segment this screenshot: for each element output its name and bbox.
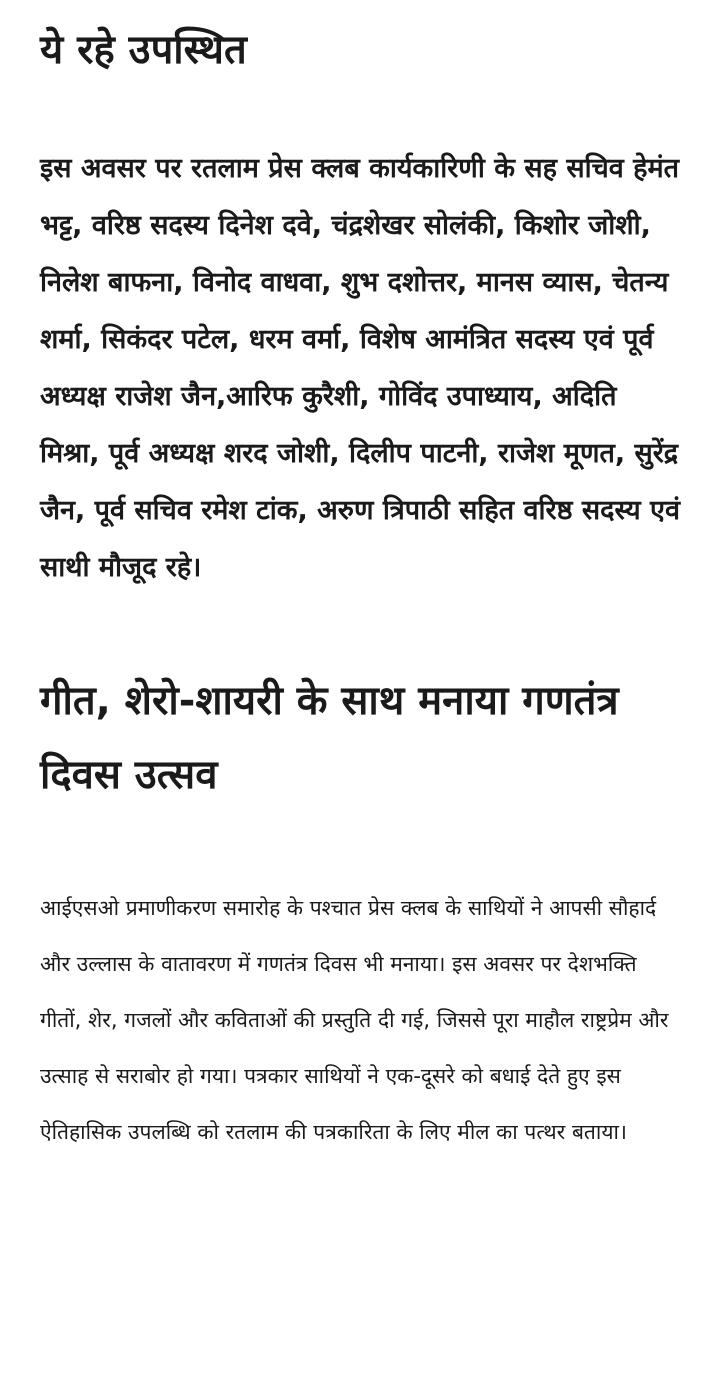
attendees-paragraph: इस अवसर पर रतलाम प्रेस क्लब कार्यकारिणी के सह सचिव हेमंत भट्ट, वरिष्ठ सदस्य दिनेश दवे, चंद्रशेखर सोलंकी, किशोर जोशी, निलेश बाफना, विनोद वाधवा, शुभ दशोत्तर, मानस व्यास, चेतन्य शर्मा, सिकंदर पटेल, धरम वर्मा, विशेष आमंत्रित सदस्य एवं पूर्व अध्यक्ष राजेश जैन,आरिफ कुरैशी, गोविंद उपाध्याय, अदिति मिश्रा, पूर्व अध्यक्ष शरद जोशी, दिलीप पाटनी, राजेश मूणत, सुरेंद्र जैन, पूर्व सचिव रमेश टांक, अरुण त्रिपाठी सहित वरिष्ठ सदस्य एवं साथी मौजूद रहे। (40, 153, 680, 583)
section-heading-attendees: ये रहे उपस्थित (40, 27, 247, 73)
republic-day-paragraph: आईएसओ प्रमाणीकरण समारोह के पश्चात प्रेस क्लब के साथियों ने आपसी सौहार्द और उल्लास के वातावरण में गणतंत्र दिवस भी मनाया। इस अवसर पर देशभक्ति गीतों, शेर, गजलों और कविताओं की प्रस्तुति दी गई, जिससे पूरा माहौल राष्ट्रप्रेम और उत्साह से सराबोर हो गया। पत्रकार साथियों ने एक-दूसरे को बधाई देते हुए इस ऐतिहासिक उपलब्धि को रतलाम की पत्रकारिता के लिए मील का पत्थर बताया। (40, 896, 669, 1144)
section-heading-republic-day: गीत, शेरो-शायरी के साथ मनाया गणतंत्र दिवस उत्सव (40, 678, 619, 798)
